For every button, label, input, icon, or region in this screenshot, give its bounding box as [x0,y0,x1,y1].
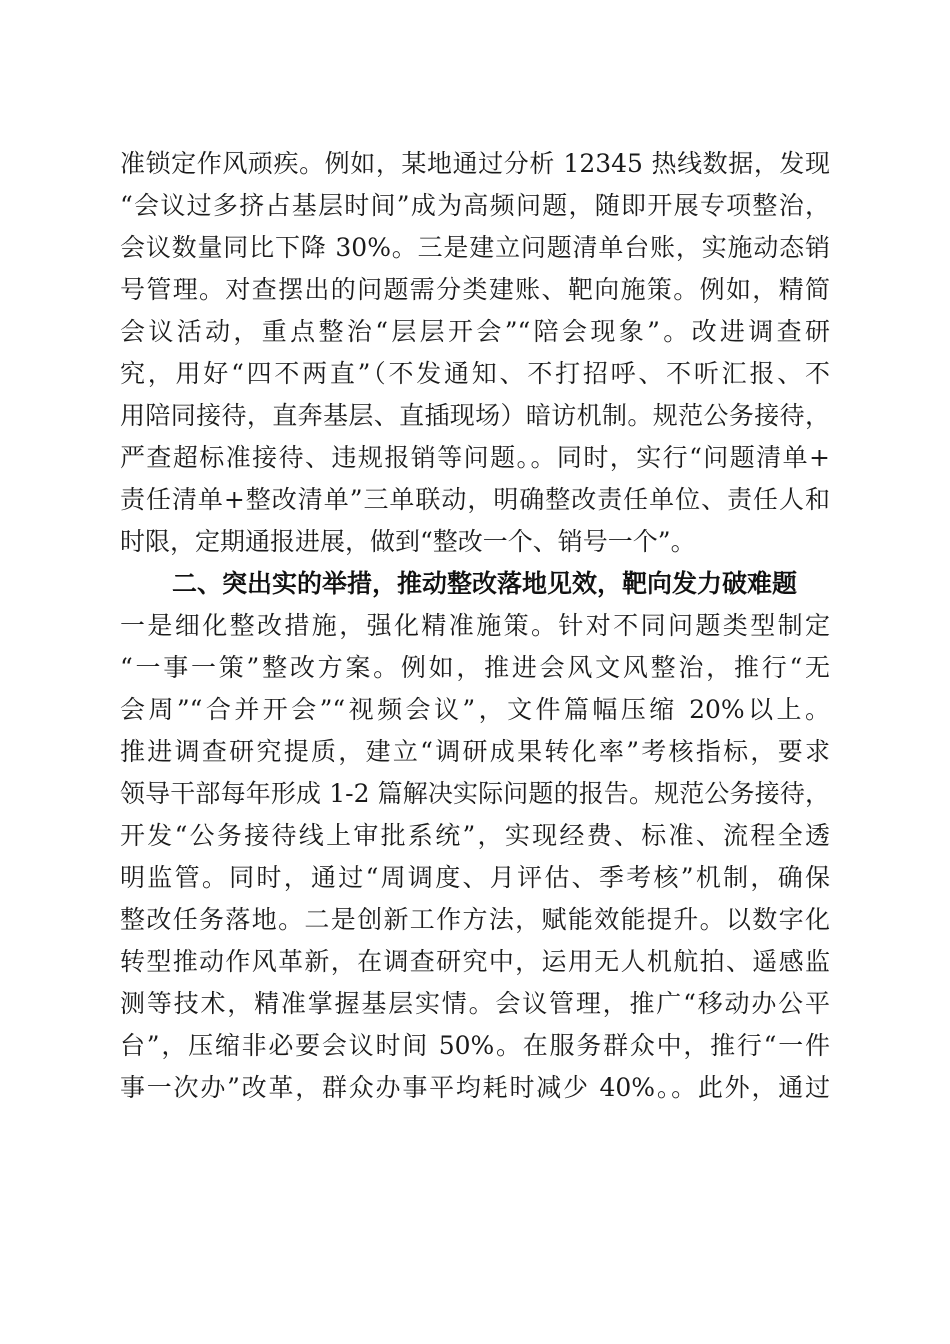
text-line: 号管理。对查摆出的问题需分类建账、靶向施策。例如，精简 [120,275,830,304]
text-line: 开发“公务接待线上审批系统”，实现经费、标准、流程全透 [120,821,830,850]
text-line: 准锁定作风顽疾。例如，某地通过分析 12345 热线数据，发现 [120,149,830,178]
text-line: “一事一策”整改方案。例如，推进会风文风整治，推行“无 [120,653,830,682]
text-line: 台”，压缩非必要会议时间 50%。在服务群众中，推行“一件 [120,1031,830,1060]
section-heading: 二、突出实的举措，推动整改落地见效，靶向发力破难题 [172,569,798,598]
text-line: 领导干部每年形成 1-2 篇解决实际问题的报告。规范公务接待， [120,779,830,808]
text-line: 测等技术，精准掌握基层实情。会议管理，推广“移动办公平 [120,989,830,1018]
text-line: 会议活动，重点整治“层层开会”“陪会现象”。改进调查研 [120,317,830,346]
text-line: 责任清单+整改清单”三单联动，明确整改责任单位、责任人和 [120,485,830,514]
text-line: 整改任务落地。二是创新工作方法，赋能效能提升。以数字化 [120,905,830,934]
document-body [120,143,830,1109]
text-line: 究，用好“四不两直”（不发通知、不打招呼、不听汇报、不 [120,359,830,388]
text-line: “会议过多挤占基层时间”成为高频问题，随即开展专项整治， [120,191,830,220]
text-line: 转型推动作风革新，在调查研究中，运用无人机航拍、遥感监 [120,947,830,976]
text-line: 事一次办”改革，群众办事平均耗时减少 40%。。此外，通过 [120,1073,830,1102]
text-line: 明监管。同时，通过“周调度、月评估、季考核”机制，确保 [120,863,830,892]
text-line: 会周”“合并开会”“视频会议”，文件篇幅压缩 20%以上。 [120,695,830,724]
paragraph-1 [120,143,830,563]
text-line: 时限，定期通报进展，做到“整改一个、销号一个”。 [120,527,696,556]
text-line: 用陪同接待，直奔基层、直插现场）暗访机制。规范公务接待， [120,401,830,430]
text-line: 会议数量同比下降 30%。三是建立问题清单台账，实施动态销 [120,233,830,262]
text-line: 严查超标准接待、违规报销等问题。。同时，实行“问题清单+ [120,443,830,472]
paragraph-2 [120,605,830,1109]
text-line: 推进调查研究提质，建立“调研成果转化率”考核指标，要求 [120,737,830,766]
text-line: 一是细化整改措施，强化精准施策。针对不同问题类型制定 [120,611,830,640]
